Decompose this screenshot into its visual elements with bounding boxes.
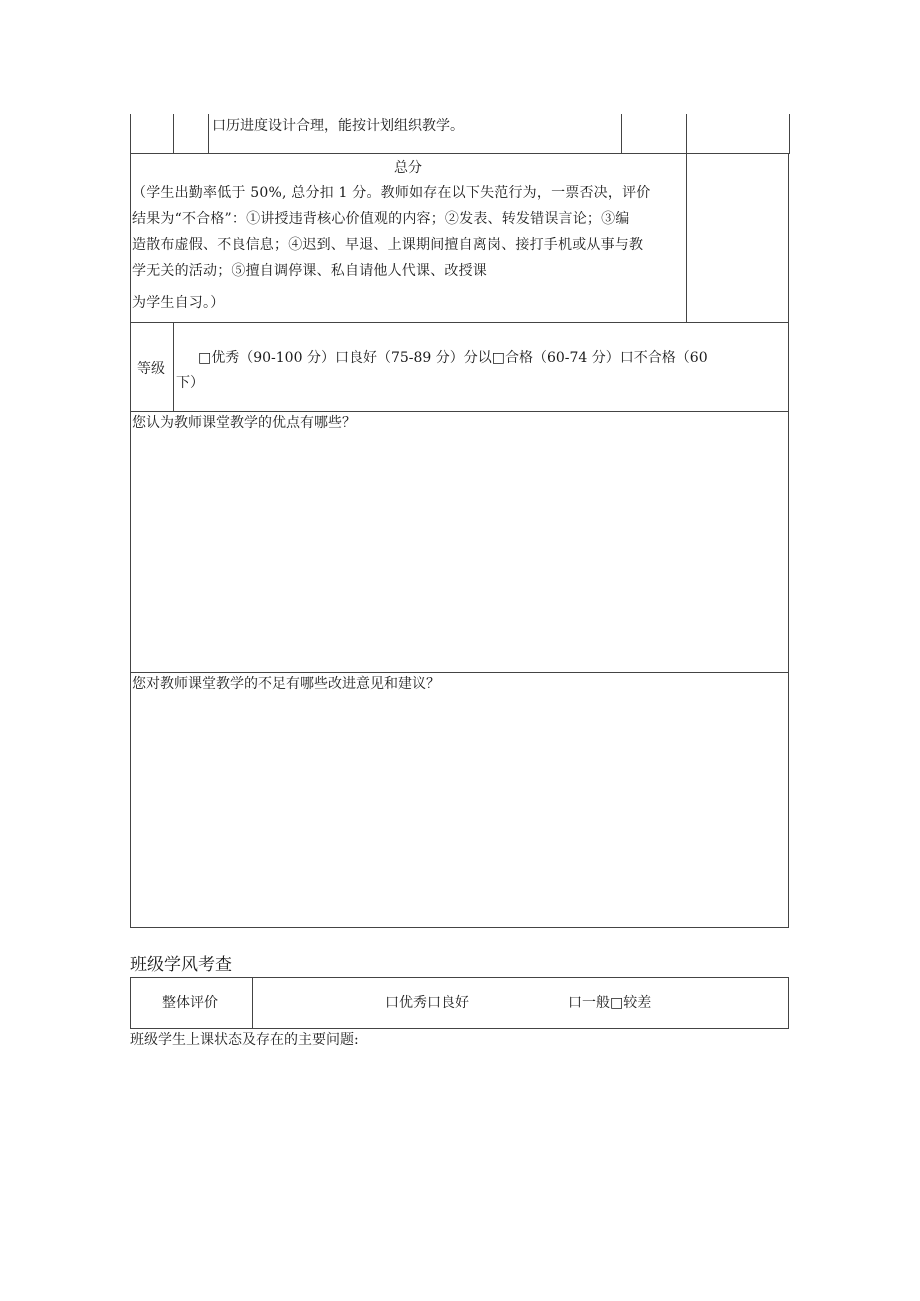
top-row-col-divider-3	[621, 114, 622, 154]
total-score-title: 总分	[394, 160, 422, 176]
top-row-item-text: 口历进度设计合理，能按计划组织教学。	[212, 118, 464, 134]
class-style-section-title: 班级学风考查	[130, 955, 232, 975]
class-status-question: 班级学生上课状态及存在的主要问题:	[130, 1032, 359, 1048]
strengths-question: 您认为教师课堂教学的优点有哪些？	[132, 415, 356, 431]
top-row-col-divider-2	[208, 114, 209, 154]
weaknesses-question: 您对教师课堂教学的不足有哪些改进意见和建议？	[132, 676, 440, 692]
total-score-description	[132, 180, 684, 284]
total-score-line-1: （学生出勤率低于 50%, 总分扣 1 分。教师如存在以下失范行为，一票否决，评价	[132, 185, 651, 201]
total-score-line-3: 造散布虚假、不良信息；④迟到、早退、上课期间擅自离岗、接打手机或从事与教	[132, 237, 644, 253]
total-score-divider	[686, 153, 687, 323]
grade-options-line-1: □优秀（90-100 分）口良好（75-89 分）分以□合格（60-74 分）口不合格（60	[198, 350, 708, 366]
strengths-cell[interactable]	[130, 411, 789, 673]
weaknesses-cell[interactable]	[130, 672, 789, 928]
total-score-line-2: 结果为“不合格”：①讲授违背核心价值观的内容；②发表、转发错误言论；③编	[132, 211, 630, 227]
top-row-border-left	[130, 114, 131, 154]
overall-evaluation-divider	[252, 977, 253, 1029]
overall-evaluation-label: 整体评价	[162, 995, 218, 1011]
grade-label: 等级	[137, 361, 165, 377]
top-row-col-divider-1	[173, 114, 174, 154]
total-score-last-line: 为学生自习。）	[132, 295, 225, 311]
top-row-col-divider-4	[686, 114, 687, 154]
grade-label-divider	[173, 322, 174, 412]
overall-options-right[interactable]: 口一般□较差	[568, 995, 652, 1011]
total-score-line-4: 学无关的活动；⑤擅自调停课、私自请他人代课、改授课	[132, 263, 487, 279]
overall-options-left[interactable]: 口优秀口良好	[385, 995, 469, 1011]
grade-options-line-2: 下）	[176, 375, 204, 391]
top-row-border-right	[789, 114, 790, 154]
